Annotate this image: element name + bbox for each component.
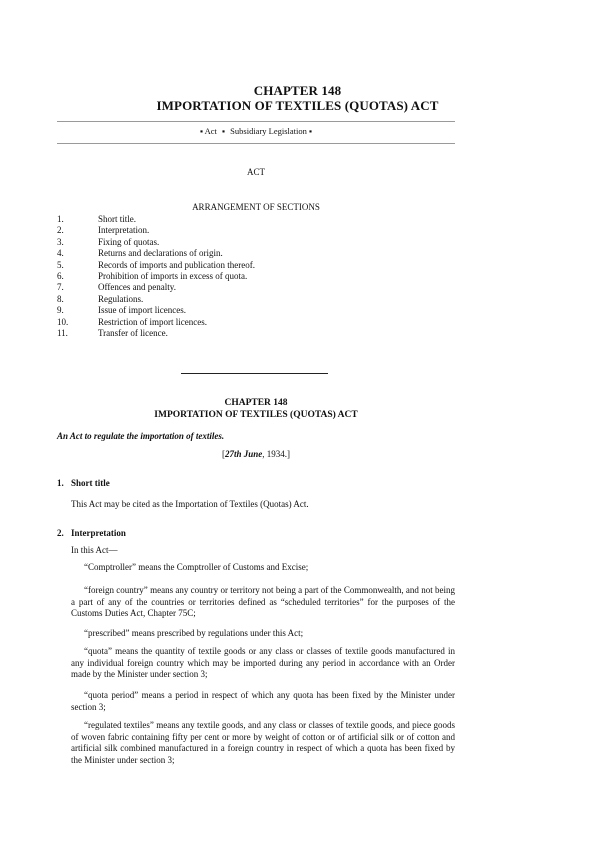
section-number: 4. bbox=[57, 248, 64, 259]
definition-paragraph: “foreign country” means any country or territory not being a part of the Commonwealth, and not being a part of any of the countries or territories defined as “scheduled territories” for the purposes of the Customs Duties Act, Chapter 75C; bbox=[71, 585, 455, 619]
section-title: Restriction of import licences. bbox=[98, 316, 207, 327]
section-1-heading: 1. Short title bbox=[57, 478, 110, 488]
act-heading: ACT bbox=[247, 167, 265, 177]
section-title: Regulations. bbox=[98, 293, 144, 304]
section-2-intro: In this Act— bbox=[71, 545, 118, 555]
section-title: Transfer of licence. bbox=[98, 328, 168, 339]
arrangement-heading: ARRANGEMENT OF SECTIONS bbox=[192, 202, 320, 212]
commencement-date-emphasis: 27th June bbox=[224, 449, 263, 459]
top-divider bbox=[57, 121, 455, 122]
section-number: 2. bbox=[57, 225, 64, 236]
section-item[interactable] bbox=[57, 294, 255, 305]
section-item[interactable] bbox=[57, 328, 255, 339]
definition-paragraph: “regulated textiles” means any textile goods, and any class or classes of textile goods, and piece goods of woven fabric containing fifty per cent or more by weight of cotton or of artificial silk or of cotton and artificial silk combined manufactured in a foreign country in respect of which a quota has been fixed by the Minister under section 3; bbox=[71, 720, 455, 765]
section-title: Short title. bbox=[98, 214, 136, 224]
section-item[interactable] bbox=[57, 260, 255, 271]
body-act-title: IMPORTATION OF TEXTILES (QUOTAS) ACT bbox=[154, 410, 358, 420]
nav-divider bbox=[57, 143, 455, 144]
nav-bullet: ▪ bbox=[199, 126, 203, 136]
section-number: 10. bbox=[57, 316, 69, 327]
chapter-number: CHAPTER 148 bbox=[253, 83, 342, 98]
section-item[interactable] bbox=[57, 305, 255, 316]
section-item[interactable] bbox=[57, 317, 255, 328]
nav-bullet: ▪ bbox=[222, 126, 226, 136]
section-number: 5. bbox=[57, 259, 64, 270]
section-title: Issue of import licences. bbox=[98, 305, 186, 316]
section-divider bbox=[181, 373, 328, 374]
section-item[interactable] bbox=[57, 271, 255, 282]
nav-link-act[interactable]: Act bbox=[204, 126, 217, 136]
section-number: 11. bbox=[57, 328, 68, 339]
section-item[interactable] bbox=[57, 237, 255, 248]
section-title: Records of imports and publication thereof. bbox=[98, 259, 255, 270]
sections-list bbox=[57, 214, 255, 339]
section-title: Prohibition of imports in excess of quota. bbox=[98, 271, 248, 282]
section-1-text: This Act may be cited as the Importation of Textiles (Quotas) Act. bbox=[71, 499, 309, 509]
definition-paragraph: “quota” means the quantity of textile goods or any class or classes of textile goods manufactured in any individual foreign country which may be imported during any period in accordance with an Order made by the Minister under section 3; bbox=[71, 646, 455, 680]
section-item[interactable] bbox=[57, 248, 255, 259]
section-title: Interpretation. bbox=[98, 225, 150, 236]
body-chapter-number: CHAPTER 148 bbox=[224, 398, 288, 408]
section-number: 3. bbox=[57, 236, 64, 247]
section-title: Fixing of quotas. bbox=[98, 236, 160, 247]
section-title: Returns and declarations of origin. bbox=[98, 248, 223, 259]
section-item[interactable] bbox=[57, 225, 255, 236]
definition-paragraph: “Comptroller” means the Comptroller of Customs and Excise; bbox=[84, 562, 309, 572]
act-title: IMPORTATION OF TEXTILES (QUOTAS) ACT bbox=[156, 98, 439, 113]
section-number: 8. bbox=[57, 293, 64, 304]
nav-links bbox=[0, 126, 512, 136]
section-item[interactable] bbox=[57, 282, 255, 293]
long-title: An Act to regulate the importation of textiles. bbox=[57, 431, 225, 441]
nav-link-subsidiary-legislation[interactable]: Subsidiary Legislation bbox=[230, 126, 307, 136]
definition-paragraph: “quota period” means a period in respect of which any quota has been fixed by the Minister under section 3; bbox=[71, 690, 455, 712]
definition-paragraph: “prescribed” means prescribed by regulations under this Act; bbox=[84, 628, 304, 638]
section-2-heading: 2. Interpretation bbox=[57, 528, 126, 538]
nav-bullet: ▪ bbox=[309, 126, 313, 136]
section-item[interactable] bbox=[57, 214, 255, 225]
section-title: Offences and penalty. bbox=[98, 282, 176, 293]
section-number: 9. bbox=[57, 305, 64, 316]
section-number: 7. bbox=[57, 282, 64, 293]
commencement-date: [27th June, 1934.] bbox=[221, 449, 290, 459]
section-number: 6. bbox=[57, 271, 64, 282]
section-number: 1. bbox=[57, 214, 64, 224]
